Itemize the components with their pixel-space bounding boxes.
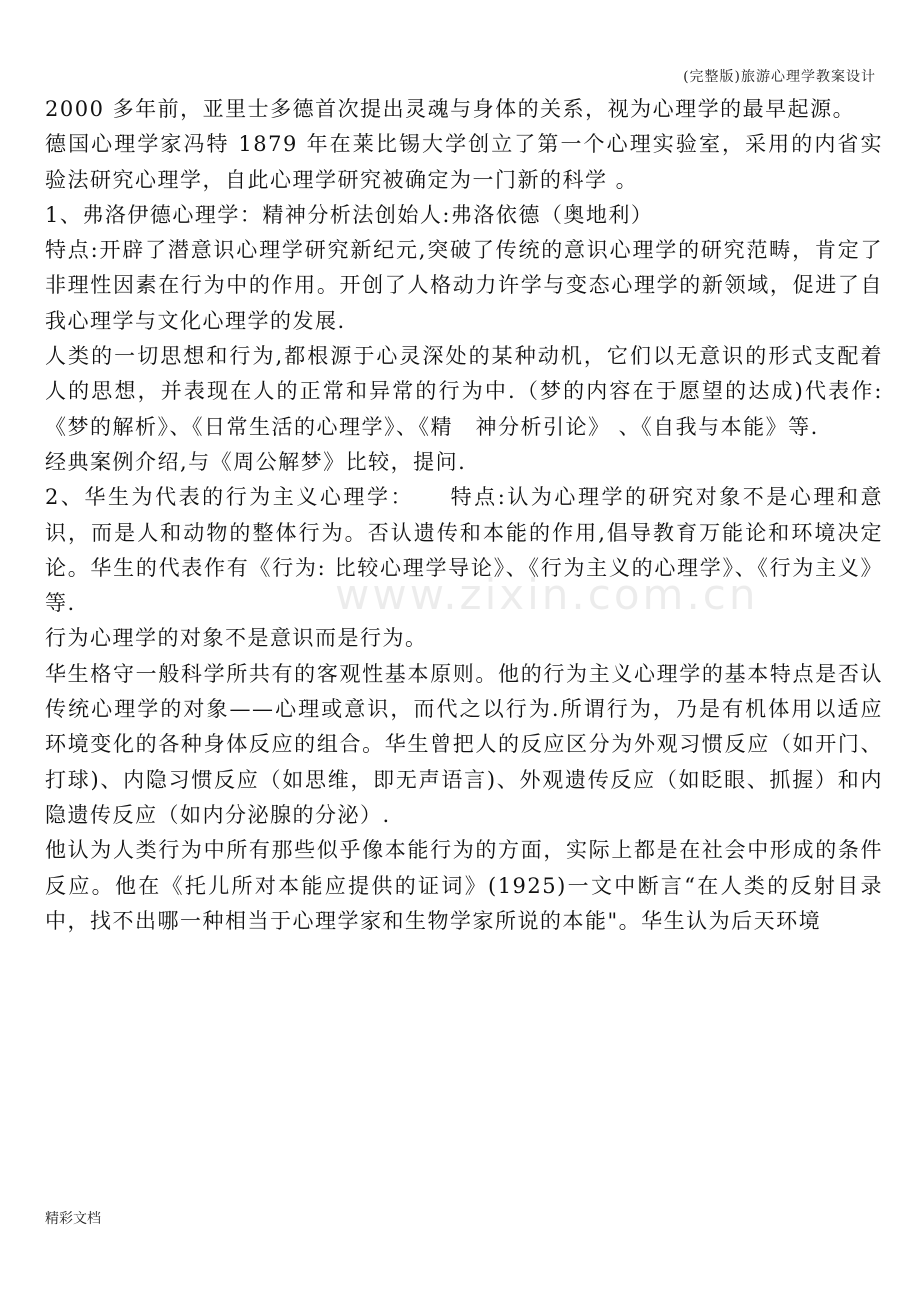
paragraph: 德国心理学家冯特 1879 年在莱比锡大学创立了第一个心理实验室，采用的内省实验法研究心理学，自此心理学研究被确定为一门新的科学 。 [45, 132, 883, 192]
paragraph: 人类的一切思想和行为,都根源于心灵深处的某种动机，它们以无意识的形式支配着人的思想，并表现在人的正常和异常的行为中.（梦的内容在于愿望的达成)代表作:《梦的解析》、《日常生活的心理学》、《精 神分析引论》 、《自我与本能》等. [45, 344, 883, 439]
paragraph: 2、华生为代表的行为主义心理学： 特点:认为心理学的研究对象不是心理和意识，而是人和动物的整体行为。否认遗传和本能的作用,倡导教育万能论和环境决定论。华生的代表作有《行为: 比较心理学导论》、《行为主义的心理学》、《行为主义》等. [45, 485, 883, 616]
paragraph: 2000 多年前，亚里士多德首次提出灵魂与身体的关系，视为心理学的最早起源。 [45, 97, 856, 121]
watermark: www.zixin.com.cn [335, 570, 759, 619]
document-body [45, 92, 883, 939]
paragraph: 他认为人类行为中所有那些似乎像本能行为的方面，实际上都是在社会中形成的条件反应。他在《托儿所对本能应提供的证词》(1925)一文中断言“在人类的反射目录中，找不出哪一种相当于心理学家和生物学家所说的本能"。华生认为后天环境 [45, 838, 883, 933]
document-footer: 精彩文档 [45, 1211, 101, 1227]
paragraph: 1、弗洛伊德心理学：精神分析法创始人:弗洛依德（奥地利） [45, 202, 654, 227]
paragraph: 行为心理学的对象不是意识而是行为。 [45, 626, 428, 651]
paragraph: 经典案例介绍,与《周公解梦》比较，提问. [45, 449, 467, 474]
document-header: (完整版)旅游心理学教案设计 [683, 69, 876, 85]
paragraph: 华生格守一般科学所共有的客观性基本原则。他的行为主义心理学的基本特点是否认传统心理学的对象——心理或意识，而代之以行为.所谓行为，乃是有机体用以适应环境变化的各种身体反应的组合。华生曾把人的反应区分为外观习惯反应（如开门、打球)、内隐习惯反应（如思维，即无声语言)、外观遗传反应（如眨眼、抓握）和内隐遗传反应（如内分泌腺的分泌）. [45, 661, 883, 827]
paragraph: 特点:开辟了潜意识心理学研究新纪元,突破了传统的意识心理学的研究范畴，肯定了非理性因素在行为中的作用。开创了人格动力许学与变态心理学的新领域，促进了自我心理学与文化心理学的发展. [45, 238, 883, 333]
